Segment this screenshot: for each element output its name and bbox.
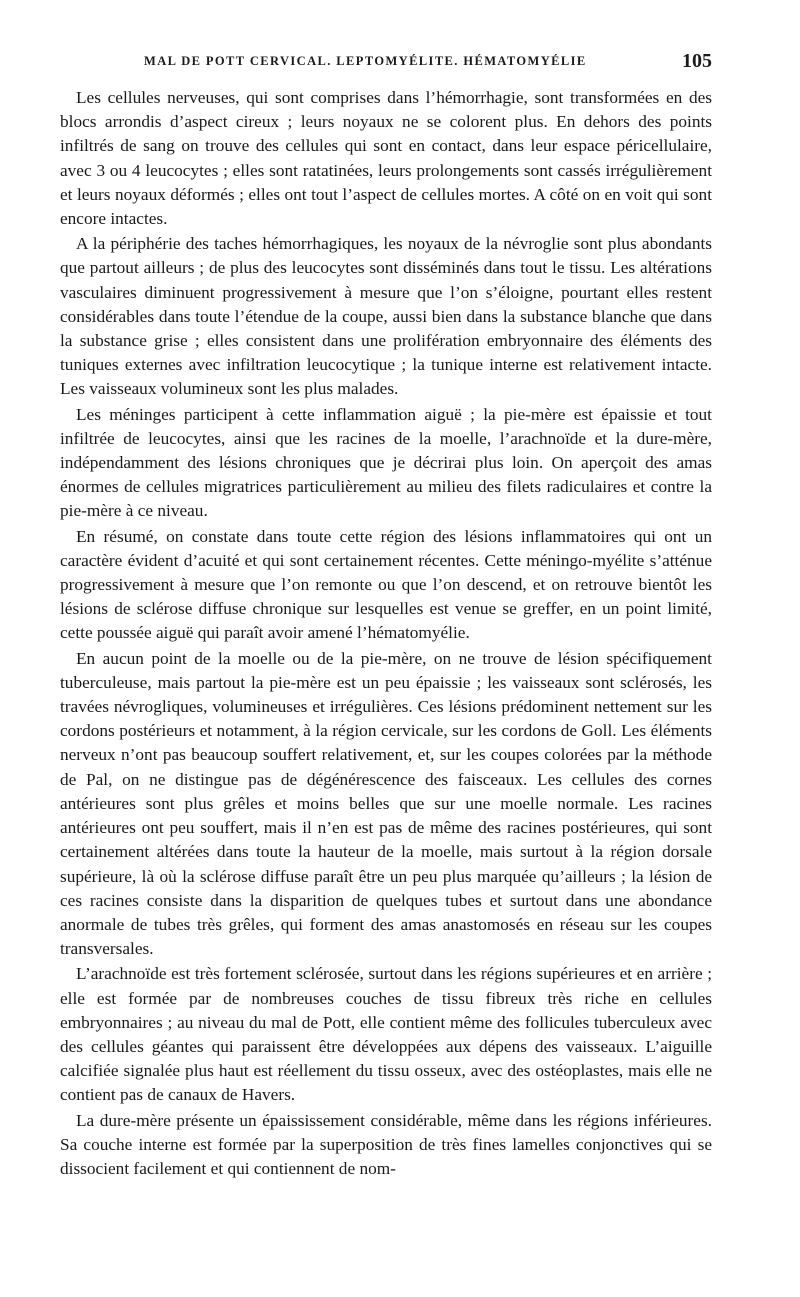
paragraph-3: Les méninges participent à cette inflammation aiguë ; la pie-mère est épaissie et tout infiltrée de leucocytes, ainsi que les racines de la moelle, l’arachnoïde et la dure-mère, indépendamment des lésions chroniques que je décrirai plus loin. On aperçoit des amas énormes de cellules migratrices particulièrement au milieu des filets radiculaires et contre la pie-mère à ce niveau. (60, 404, 712, 521)
paragraph-1: Les cellules nerveuses, qui sont comprises dans l’hémorrhagie, sont transformées en des blocs arrondis d’aspect cireux ; leurs noyaux ne se colorent plus. En dehors des points infiltrés de sang on trouve des cellules qui sont en contact, dans leur espace péricellulaire, avec 3 ou 4 leucocytes ; elles sont ratatinées, leurs prolongements sont cassés irrégulièrement et leurs noyaux déformés ; elles ont tout l’aspect de cellules mortes. A côté on en voit qui sont encore intactes. (60, 88, 712, 229)
running-title: MAL DE POTT CERVICAL. LEPTOMYÉLITE. HÉMATOMYÉLIE (144, 54, 587, 68)
paragraph-2: A la périphérie des taches hémorrhagiques, les noyaux de la névroglie sont plus abondants que partout ailleurs ; de plus des leucocytes sont disséminés dans tout le tissu. Les altérations vasculaires diminuent progressivement à mesure que l’on s’éloigne, pourtant elles restent considérables dans toute l’étendue de la coupe, aussi bien dans la substance blanche que dans la substance grise ; elles consistent dans une prolifération embryonnaire des éléments des tuniques externes avec infiltration leucocytique ; la tunique interne est relativement intacte. Les vaisseaux volumineux sont les plus malades. (60, 234, 712, 399)
paragraph-6: L’arachnoïde est très fortement sclérosée, surtout dans les régions supérieures et en arrière ; elle est formée par de nombreuses couches de tissu fibreux très riche en cellules embryonnaires ; au niveau du mal de Pott, elle contient même des follicules tuberculeux avec des cellules géantes qui paraissent être développées aux dépens des vaisseaux. L’aiguille calcifiée signalée plus haut est réellement du tissu osseux, avec des ostéoplastes, mais elle ne contient pas de canaux de Havers. (60, 964, 712, 1105)
paragraph-4: En résumé, on constate dans toute cette région des lésions inflammatoires qui ont un caractère évident d’acuité et qui sont certainement récentes. Cette méningo-myélite s’atténue progressivement à mesure que l’on remonte ou que l’on descend, et on retrouve bientôt les lésions de sclérose diffuse chronique sur lesquelles est venue se greffer, en un point limité, cette poussée aiguë qui paraît avoir amené l’hématomyélie. (60, 526, 712, 643)
page-number: 105 (682, 50, 712, 72)
paragraph-5: En aucun point de la moelle ou de la pie-mère, on ne trouve de lésion spécifiquement tuberculeuse, mais partout la pie-mère est un peu épaissie ; les vaisseaux sont sclérosés, les travées névrogliques, volumineuses et irrégulières. Ces lésions prédominent nettement sur les cordons postérieurs et notamment, à la région cervicale, sur les cordons de Goll. Les éléments nerveux n’ont pas beaucoup souffert relativement, et, sur les coupes colorées par la méthode de Pal, on ne distingue pas de dégénérescence des faisceaux. Les cellules des cornes antérieures sont plus grêles et moins belles que sur une moelle normale. Les racines antérieures ont peu souffert, mais il n’en est pas de même des racines postérieures, qui sont certainement altérées dans toute la hauteur de la moelle, mais surtout à la région dorsale supérieure, là où la sclérose diffuse paraît être un peu plus marquée qu’ailleurs ; la lésion de ces racines consiste dans la disparition de quelques tubes et surtout dans une abondance anormale de tubes très grêles, qui forment des amas anastomosés en réseau sur les coupes transversales. (60, 648, 712, 959)
body-text (60, 86, 712, 1181)
paragraph-7: La dure-mère présente un épaississement considérable, même dans les régions inférieures. Sa couche interne est formée par la superposition de très fines lamelles conjonctives qui se dissocient facilement et qui contiennent de nom- (60, 1110, 712, 1178)
running-head (60, 50, 712, 72)
